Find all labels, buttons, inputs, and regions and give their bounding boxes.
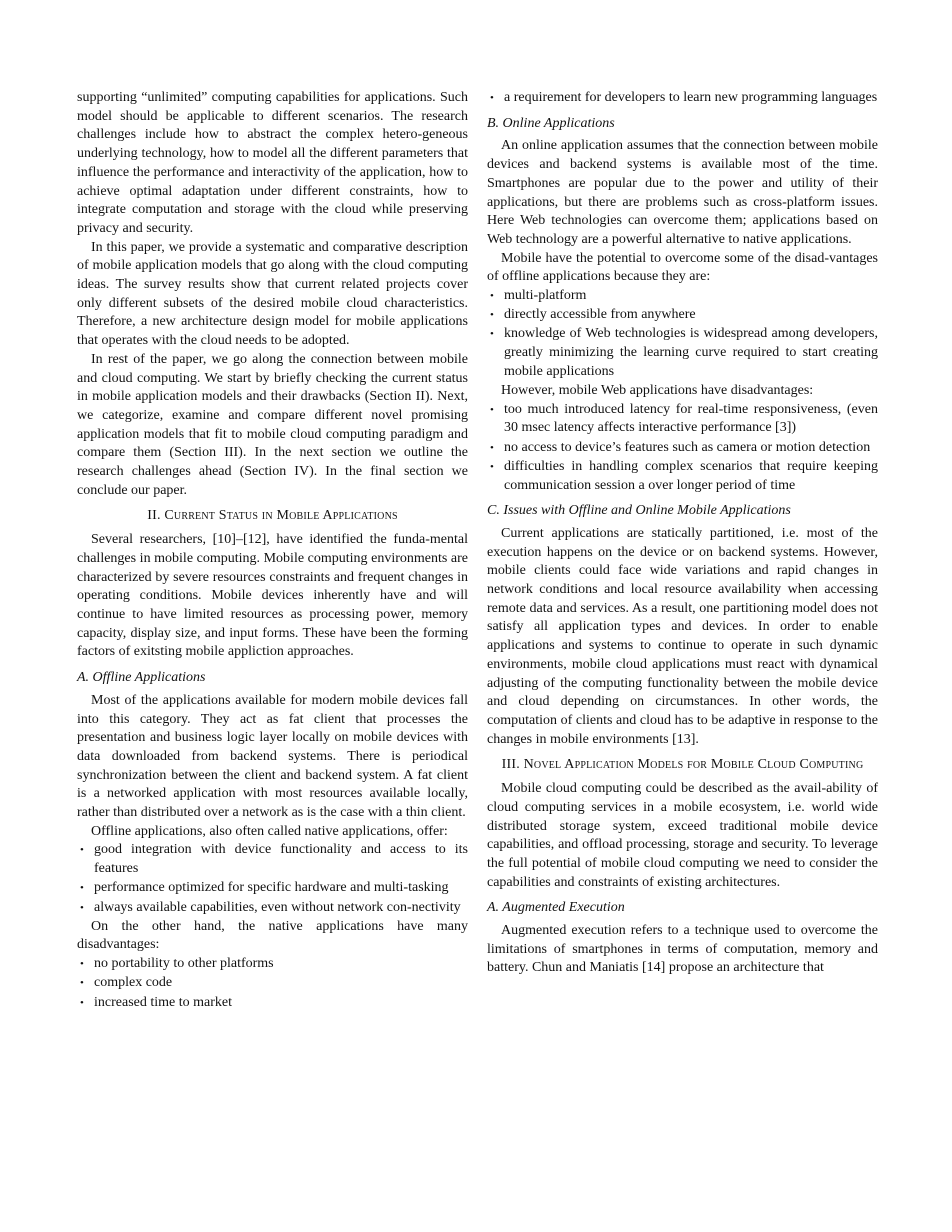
list-item: • directly accessible from anywhere <box>487 306 878 325</box>
list-item: • no access to device’s features such as camera or motion detection <box>487 439 878 458</box>
paragraph: Mobile cloud computing could be described as the avail-ability of cloud computing services in a mobile ecosystem, i.e. world wide distributed storage system, exceed traditional mobile device capabilities, and offload processing, storage and security. To leverage the full potential of mobile cloud computing we need to consider the capabilities and constraints of existing architectures. <box>487 781 878 890</box>
subsection-heading: B. Online Applications <box>487 115 615 131</box>
paragraph: In this paper, we provide a systematic and comparative description of mobile application models that go along with the cloud computing ideas. The survey results show that current related projects cover only different subsets of the desired mobile cloud characteristics. Therefore, a new architecture design model for mobile applications that operates with the cloud needs to be adopted. <box>77 239 468 349</box>
subsection-heading: C. Issues with Offline and Online Mobile Applications <box>487 503 791 519</box>
paragraph: Mobile have the potential to overcome some of the disad-vantages of offline applications because they are: <box>487 250 878 285</box>
list-item: • complex code <box>77 974 468 993</box>
subsection-heading: A. Augmented Execution <box>487 900 625 916</box>
list-item: • multi-platform <box>487 287 878 306</box>
paragraph: supporting “unlimited” computing capabilities for applications. Such model should be applicable to different scenarios. The research challenges include how to abstract the complex hetero-geneous underlying technology, how to model all the different parameters that influence the performance and interactivity of the application, how to achieve optimal adaptation under different constraints, how to integrate computation and storage with the cloud while preserving privacy and security. <box>77 90 468 236</box>
bullet-list <box>77 841 468 917</box>
paragraph: On the other hand, the native applications have many disadvantages: <box>77 918 468 953</box>
list-item: • knowledge of Web technologies is widespread among developers, greatly minimizing the learning curve required to start creating mobile applications <box>487 325 878 381</box>
bullet-list <box>77 955 468 1012</box>
paragraph: Current applications are statically partitioned, i.e. most of the execution happens on the device or on backend systems. However, mobile clients could face wide variations and rapid changes in network conditions and local resource availability when accessing remote data and services. As a result, one partitioning model does not satisfy all application types and devices. In order to enable applications and systems to continue to operate in such dynamic environments, mobile cloud applications must react with dynamical adjusting of the computing functionality between the mobile device and cloud depending on circumstances. In other words, the computation of clients and cloud has to be adaptive in response to the changes in mobile environments [13]. <box>487 525 878 747</box>
paragraph: Offline applications, also often called native applications, offer: <box>91 823 448 839</box>
list-item: • difficulties in handling complex scenarios that require keeping communication session a over longer period of time <box>487 458 878 495</box>
list-item: • increased time to market <box>77 994 468 1013</box>
list-item: • good integration with device functionality and access to its features <box>77 841 468 878</box>
bullet-list <box>487 89 878 108</box>
paragraph: An online application assumes that the connection between mobile devices and backend systems is available most of the time. Smartphones are popular due to the power and utility of their applications, but there are problems such as cross-platform issues. Here Web technologies can overcome them; applications based on Web technology are a powerful alternative to native applications. <box>487 138 878 247</box>
paragraph: In rest of the paper, we go along the connection between mobile and cloud computing. We start by briefly checking the current status in mobile application models and their drawbacks (Section II). Next, we categorize, examine and compare different novel promising application models that fit to mobile cloud computing paradigm and compare them (Section III). In the next section we outline the research challenges ahead (Section IV). In the final section we conclude our paper. <box>77 351 468 498</box>
bullet-list <box>487 401 878 496</box>
list-item: • too much introduced latency for real-time responsiveness, (even 30 msec latency affects interactive performance [3]) <box>487 401 878 438</box>
subsection-heading: A. Offline Applications <box>77 670 206 686</box>
list-item: • no portability to other platforms <box>77 955 468 974</box>
paragraph: Several researchers, [10]–[12], have identified the funda-mental challenges in mobile computing. Mobile computing environments are characterized by severe resources constraints and frequent changes in operating conditions. Mobile devices inherently have and will continue to have limited resources as processing power, memory capacity, display size, and input forms. These have been the forming factors of exitsting mobile appliction approaches. <box>77 532 468 660</box>
list-item: • a requirement for developers to learn new programming languages <box>487 89 878 108</box>
right-column <box>487 89 878 978</box>
left-column <box>77 89 468 1013</box>
section-heading: III. Novel Application Models for Mobile Cloud Computing <box>501 757 864 773</box>
paragraph: Most of the applications available for modern mobile devices fall into this category. They act as fat client that processes the presentation and business logic layer locally on mobile devices with data downloaded from backend systems. There is periodical synchronization between the client and backend system. A fat client is a networked application with most resources available locally, rather than distributed over a network as is the case with a thin client. <box>77 692 468 821</box>
paragraph: Augmented execution refers to a technique used to overcome the limitations of smartphones in terms of computation, memory and battery. Chun and Maniatis [14] propose an architecture that <box>487 923 878 976</box>
section-heading: II. Current Status in Mobile Applications <box>147 508 398 524</box>
list-item: • always available capabilities, even without network con-nectivity <box>77 899 468 918</box>
list-item: • performance optimized for specific hardware and multi-tasking <box>77 879 468 898</box>
bullet-list <box>487 287 878 382</box>
paragraph: However, mobile Web applications have disadvantages: <box>501 383 814 399</box>
